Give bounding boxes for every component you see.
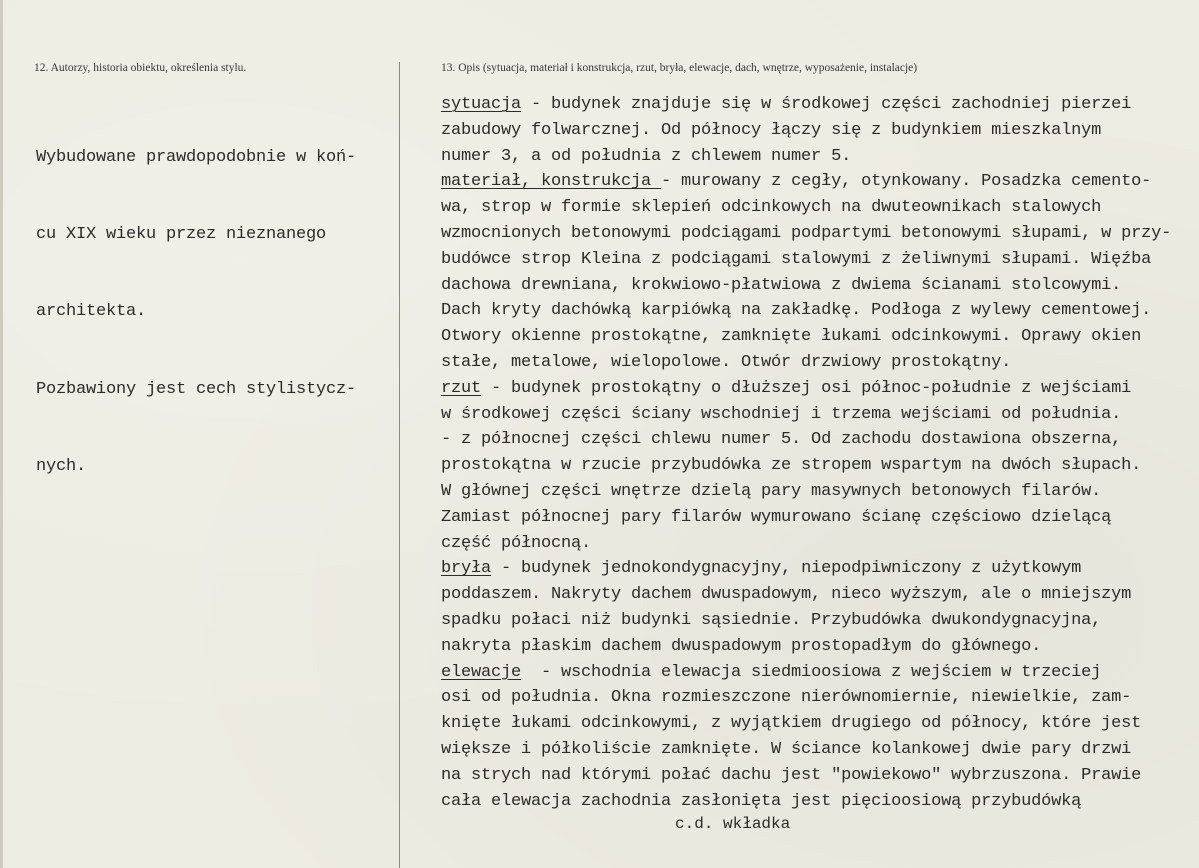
section-13-line xyxy=(441,660,1171,686)
line-text: stałe, metalowe, wielopolowe. Otwór drzwiowy prostokątny. xyxy=(441,352,1012,372)
continuation-note: c.d. wkładka xyxy=(675,815,791,833)
section-12-line: architekta. xyxy=(36,302,147,322)
line-text: - murowany z cegły, otynkowany. Posadzka cemento- xyxy=(661,172,1152,192)
section-13-line xyxy=(441,376,1171,402)
line-text: - wschodnia elewacja siedmioosiowa z wejściem w trzeciej xyxy=(521,662,1102,682)
underlined-heading: rzut xyxy=(441,378,482,398)
line-text: osi od południa. Okna rozmieszczone nierównomiernie, niewielkie, zam- xyxy=(441,688,1132,708)
underlined-heading: materiał, konstrukcja xyxy=(441,172,662,192)
section-13-line xyxy=(441,273,1171,299)
line-text: knięte łukami odcinkowymi, z wyjątkiem drugiego od północy, które jest xyxy=(441,714,1142,734)
line-text: spadku połaci niż budynki sąsiednie. Przybudówka dwukondygnacyjna, xyxy=(441,610,1102,630)
section-13-line xyxy=(441,763,1171,789)
line-text: W głównej części wnętrze dzielą pary masywnych betonowych filarów. xyxy=(441,481,1102,501)
line-text: Dach kryty dachówką karpiówką na zakładkę. Podłoga z wylewy cementowej. xyxy=(441,301,1152,321)
section-13-line xyxy=(441,582,1171,608)
section-13-line xyxy=(441,298,1171,324)
line-text: wzmocnionych betonowymi podciągami podpartymi betonowymi słupami, w przy- xyxy=(441,223,1172,243)
line-text: - budynek znajduje się w środkowej części zachodniej pierzei xyxy=(521,95,1132,114)
line-text: cała elewacja zachodnia zasłonięta jest pięcioosiową przybudówką xyxy=(441,791,1082,811)
section-13-line xyxy=(441,324,1171,350)
section-13-line xyxy=(441,144,1171,170)
underlined-heading: bryła xyxy=(441,559,492,579)
section-13-line xyxy=(441,634,1171,660)
section-12-line: Wybudowane prawdopodobnie w koń- xyxy=(36,147,357,167)
line-text: w środkowej części ściany wschodniej i trzema wejściami od południa. xyxy=(441,404,1122,424)
section-13-line xyxy=(441,402,1171,428)
column-divider xyxy=(399,62,400,868)
section-13-line xyxy=(441,479,1171,505)
section-13-line xyxy=(441,118,1171,144)
section-13-line xyxy=(441,789,1171,815)
section-13-line xyxy=(441,247,1171,273)
section-13-line xyxy=(441,92,1171,118)
section-12-header: 12. Autorzy, historia obiektu, określenia stylu. xyxy=(34,62,247,74)
section-13-line xyxy=(441,350,1171,376)
line-text: Otwory okienne prostokątne, zamknięte łukami odcinkowymi. Oprawy okien xyxy=(441,327,1142,347)
section-12-line: cu XIX wieku przez nieznanego xyxy=(36,224,327,244)
line-text: na strych nad którymi połać dachu jest "powiekowo" wybrzuszona. Prawie xyxy=(441,765,1142,785)
page-edge xyxy=(0,0,3,868)
line-text: zabudowy folwarcznej. Od północy łączy się z budynkiem mieszkalnym xyxy=(441,120,1102,140)
section-12-body xyxy=(36,93,356,532)
section-13-line xyxy=(441,427,1171,453)
line-text: numer 3, a od południa z chlewem numer 5. xyxy=(441,146,852,166)
section-13-line xyxy=(441,711,1171,737)
line-text: poddaszem. Nakryty dachem dwuspadowym, nieco wyższym, ale o mniejszym xyxy=(441,585,1132,605)
line-text: budówce strop Kleina z podciągami stalowymi z żeliwnymi słupami. Więźba xyxy=(441,249,1152,269)
line-text: - z północnej części chlewu numer 5. Od zachodu dostawiona obszerna, xyxy=(441,430,1122,450)
line-text: - budynek prostokątny o dłuższej osi północ-południe z wejściami xyxy=(481,378,1132,398)
section-13-line xyxy=(441,737,1171,763)
section-13-line xyxy=(441,531,1171,557)
line-text: część północną. xyxy=(441,533,592,553)
underlined-heading: sytuacja xyxy=(441,95,522,114)
line-text: większe i półkoliście zamknięte. W ściance kolankowej dwie pary drzwi xyxy=(441,739,1132,759)
section-13-header: 13. Opis (sytuacja, materiał i konstrukcja, rzut, bryła, elewacje, dach, wnętrze, wyposażenie, instalacje) xyxy=(441,62,918,74)
line-text: wa, strop w formie sklepień odcinkowych na dwuteownikach stalowych xyxy=(441,198,1102,218)
line-text: dachowa drewniana, krokwiowo-płatwiowa z dwiema ścianami stolcowymi. xyxy=(441,275,1122,295)
section-13-line xyxy=(441,556,1171,582)
section-12-line: Pozbawiony jest cech stylistycz- xyxy=(36,379,357,399)
line-text: Zamiast północnej pary filarów wymurowano ścianę częściowo dzielącą xyxy=(441,507,1112,527)
section-13-line xyxy=(441,505,1171,531)
underlined-heading: elewacje xyxy=(441,662,522,682)
section-13-line xyxy=(441,453,1171,479)
section-13-line xyxy=(441,195,1171,221)
line-text: nakryta płaskim dachem dwuspadowym prostopadłym do głównego. xyxy=(441,636,1042,656)
section-13-line xyxy=(441,608,1171,634)
section-13-body xyxy=(441,92,1171,814)
line-text: - budynek jednokondygnacyjny, niepodpiwniczony z użytkowym xyxy=(491,559,1082,579)
section-13-line xyxy=(441,221,1171,247)
section-12-line: nych. xyxy=(36,457,87,477)
section-13-line xyxy=(441,169,1171,195)
section-13-line xyxy=(441,685,1171,711)
line-text: prostokątna w rzucie przybudówka ze stropem wspartym na dwóch słupach. xyxy=(441,456,1142,476)
